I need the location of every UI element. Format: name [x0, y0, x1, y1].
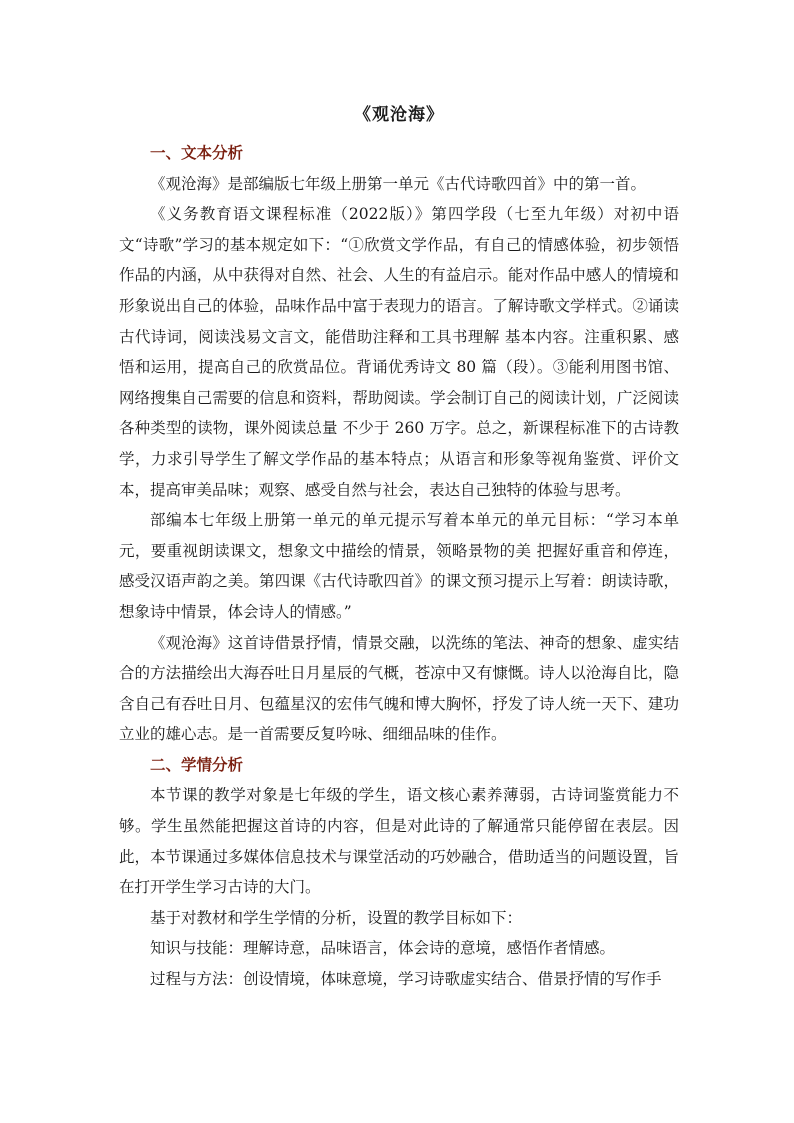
paragraph: 部编本七年级上册第一单元的单元提示写着本单元的单元目标：“学习本单元，要重视朗读课文，想象文中描绘的情景，领略景物的美 把握好重音和停连，感受汉语声韵之美。第四课《古代诗歌四首》的课文预习提示上写着：朗读诗歌，想象诗中情景，体会诗人的情感。” — [119, 511, 679, 621]
paragraph: 过程与方法：创设情境，体味意境，学习诗歌虚实结合、借景抒情的写作手 — [150, 970, 662, 989]
section-heading-text-analysis: 一、文本分析 — [150, 143, 244, 162]
paragraph: 本节课的教学对象是七年级的学生，语文核心素养薄弱，古诗词鉴赏能力不够。学生虽然能把握这首诗的内容，但是对此诗的了解通常只能停留在表层。因此，本节课通过多媒体信息技术与课堂活动的巧妙融合，借助适当的问题设置，旨在打开学生学习古诗的大门。 — [119, 786, 679, 897]
paragraph: 《观沧海》是部编版七年级上册第一单元《古代诗歌四首》中的第一首。 — [150, 174, 647, 193]
paragraph: 知识与技能：理解诗意，品味语言，体会诗的意境，感悟作者情感。 — [150, 939, 616, 958]
document-page — [119, 100, 679, 995]
paragraph: 基于对教材和学生学情的分析，设置的教学目标如下： — [150, 908, 523, 927]
paragraph: 《观沧海》这首诗借景抒情，情景交融，以洗练的笔法、神奇的想象、虚实结合的方法描绘出大海吞吐日月星辰的气概，苍凉中又有慷慨。诗人以沧海自比，隐含自己有吞吐日月、包蕴星汉的宏伟气魄和博大胸怀，抒发了诗人统一天下、建功立业的雄心志。是一首需要反复吟咏、细细品味的佳作。 — [119, 633, 679, 744]
section-heading-student-analysis: 二、学情分析 — [150, 754, 244, 774]
paragraph: 《义务教育语文课程标准（2022版）》第四学段（七至九年级）对初中语文“诗歌”学习的基本规定如下：“①欣赏文学作品，有自己的情感体验，初步领悟作品的内涵，从中获得对自然、社会、人生的有益启示。能对作品中感人的情境和 形象说出自己的体验，品味作品中富于表现力的语言。了解诗歌文学样式。②诵读古代诗词，阅读浅易文言文，能借助注释和工具书理解 基本内容。注重积累、感悟和运用，提高自己的欣赏品位。背诵优秀诗文 80 篇（段）。③能利用图书馆、网络搜集自己需要的信息和资料，帮助阅读。学会制订自己的阅读计划，广泛阅读各种类型的读物，课外阅读总量 不少于 260 万字。总之，新课程标准下的古诗教学，力求引导学生了解文学作品的基本特点；从语言和形象等视角鉴赏、评价文本，提高审美品味；观察、感受自然与社会，表达自己独特的体验与思考。 — [119, 205, 679, 499]
document-title: 《观沧海》 — [354, 105, 444, 125]
